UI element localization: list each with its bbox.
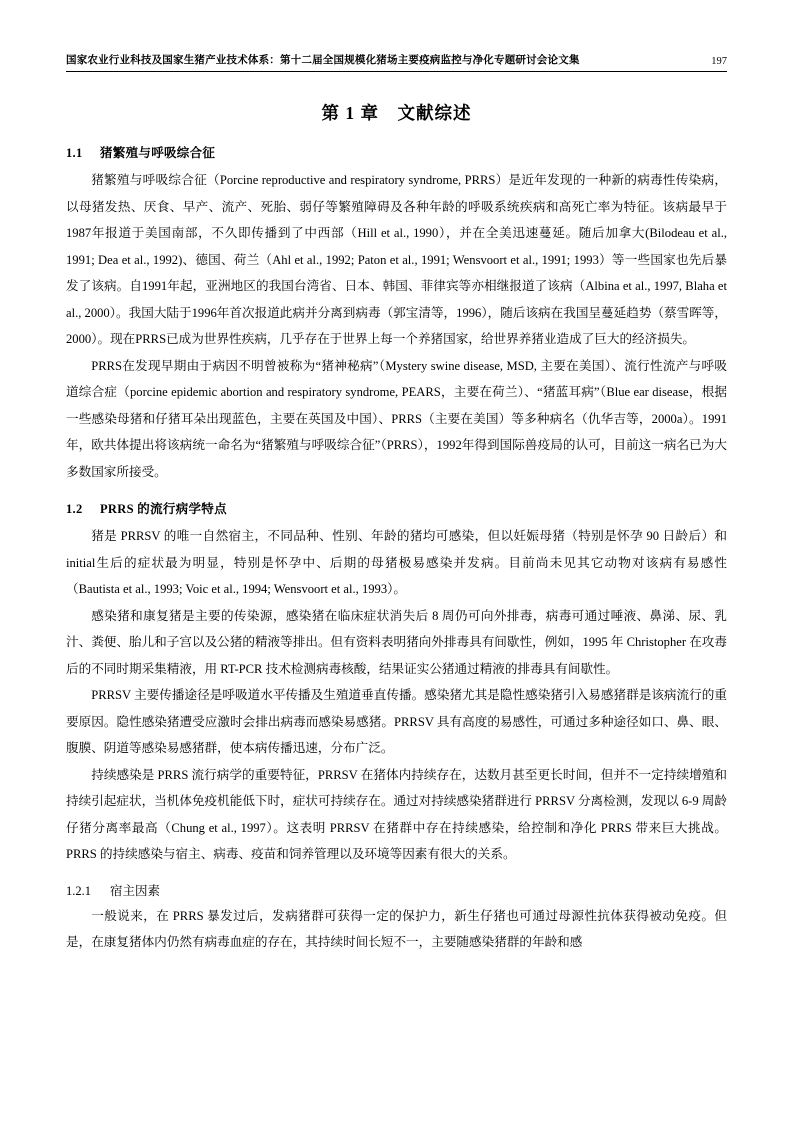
section-title: PRRS 的流行病学特点	[100, 502, 227, 516]
section-number: 1.2	[66, 502, 83, 516]
paragraph: PRRS在发现早期由于病因不明曾被称为“猪神秘病”（Mystery swine disease, MSD, 主要在美国）、流行性流产与呼吸道综合症（porcine epidemic abortion and respiratory syndrome, PEARS，主要在荷兰）、“猪蓝耳病”（Blue ear disease，根据一些感染母猪和仔猪耳朵出现蓝色，主要在英国及中国）、PRRS（主要在美国）等多种病名（仇华吉等，2000a）。1991年，欧共体提出将该病统一命名为“猪繁殖与呼吸综合征”（PRRS），1992年得到国际兽疫局的认可，目前这一病名已为大多数国家所接受。	[66, 358, 727, 479]
header-title: 国家农业行业科技及国家生猪产业技术体系：第十二届全国规模化猪场主要疫病监控与净化专题研讨会论文集	[66, 55, 580, 66]
running-header	[66, 52, 727, 72]
section-number: 1.1	[66, 146, 83, 160]
subsection-title: 宿主因素	[110, 883, 161, 898]
subsection-heading-1-2-1	[66, 881, 727, 899]
header-divider	[66, 71, 727, 72]
paragraph: 持续感染是 PRRS 流行病学的重要特征，PRRSV 在猪体内持续存在，达数月甚至更长时间，但并不一定持续增殖和持续引起症状，当机体免疫机能低下时，症状可持续存在。通过对持续感染猪群进行 PRRSV 分离检测，发现以 6-9 周龄仔猪分离率最高（Chung et al., 1997）。这表明 PRRSV 在猪群中存在持续感染，给控制和净化 PRRS 带来巨大挑战。PRRS 的持续感染与宿主、病毒、疫苗和饲养管理以及环境等因素有很大的关系。	[66, 767, 727, 861]
chapter-title: 第 1 章 文献综述	[321, 103, 472, 123]
section-heading-1-2	[66, 499, 727, 517]
subsection-number: 1.2.1	[66, 883, 91, 898]
paragraph: 猪繁殖与呼吸综合征（Porcine reproductive and respiratory syndrome, PRRS）是近年发现的一种新的病毒性传染病，以母猪发热、厌食、早产、流产、死胎、弱仔等繁殖障碍及各种年龄的呼吸系统疾病和高死亡率为特征。该病最早于1987年报道于美国南部，不久即传播到了中西部（Hill et al., 1990），并在全美迅速蔓延。随后加拿大(Bilodeau et al., 1991; Dea et al., 1992)、德国、荷兰（Ahl et al., 1992; Paton et al., 1991; Wensvoort et al., 1991; 1993）等一些国家也先后暴发了该病。自1991年起，亚洲地区的我国台湾省、日本、韩国、菲律宾等亦相继报道了该病（Albina et al., 1997, Blaha et al., 2000）。我国大陆于1996年首次报道此病并分离到病毒（郭宝清等，1996），随后该病在我国呈蔓延趋势（蔡雪晖等，2000）。现在PRRS已成为世界性疾病，几乎存在于世界上每一个养猪国家，给世界养猪业造成了巨大的经济损失。	[66, 173, 727, 346]
section-heading-1-1	[66, 143, 727, 161]
paragraph: 猪是 PRRSV 的唯一自然宿主，不同品种、性别、年龄的猪均可感染，但以妊娠母猪（特别是怀孕 90 日龄后）和initial生后的症状最为明显，特别是怀孕中、后期的母猪极易感染并发病。目前尚未见其它动物对该病有易感性（Bautista et al., 1993; Voic et al., 1994; Wensvoort et al., 1993）。	[66, 529, 727, 596]
paragraph: PRRSV 主要传播途径是呼吸道水平传播及生殖道垂直传播。感染猪尤其是隐性感染猪引入易感猪群是该病流行的重要原因。隐性感染猪遭受应激时会排出病毒而感染易感猪。PRRSV 具有高度的易感性，可通过多种途径如口、鼻、眼、腹膜、阴道等感染易感猪群，使本病传播迅速，分布广泛。	[66, 688, 727, 755]
page-content	[66, 52, 727, 956]
paragraph: 感染猪和康复猪是主要的传染源，感染猪在临床症状消失后 8 周仍可向外排毒，病毒可通过唾液、鼻涕、尿、乳汁、粪便、胎儿和子宫以及公猪的精液等排出。但有资料表明猪向外排毒具有间歇性，例如，1995 年 Christopher 在攻毒后的不同时期采集精液，用 RT-PCR 技术检测病毒核酸，结果证实公猪通过精液的排毒具有间歇性。	[66, 608, 727, 676]
section-title: 猪繁殖与呼吸综合征	[100, 146, 216, 160]
paragraph: 一般说来，在 PRRS 暴发过后，发病猪群可获得一定的保护力，新生仔猪也可通过母源性抗体获得被动免疫。但是，在康复猪体内仍然有病毒血症的存在，其持续时间长短不一，主要随感染猪群的年龄和感	[66, 908, 727, 949]
page-number: 197	[711, 56, 727, 67]
